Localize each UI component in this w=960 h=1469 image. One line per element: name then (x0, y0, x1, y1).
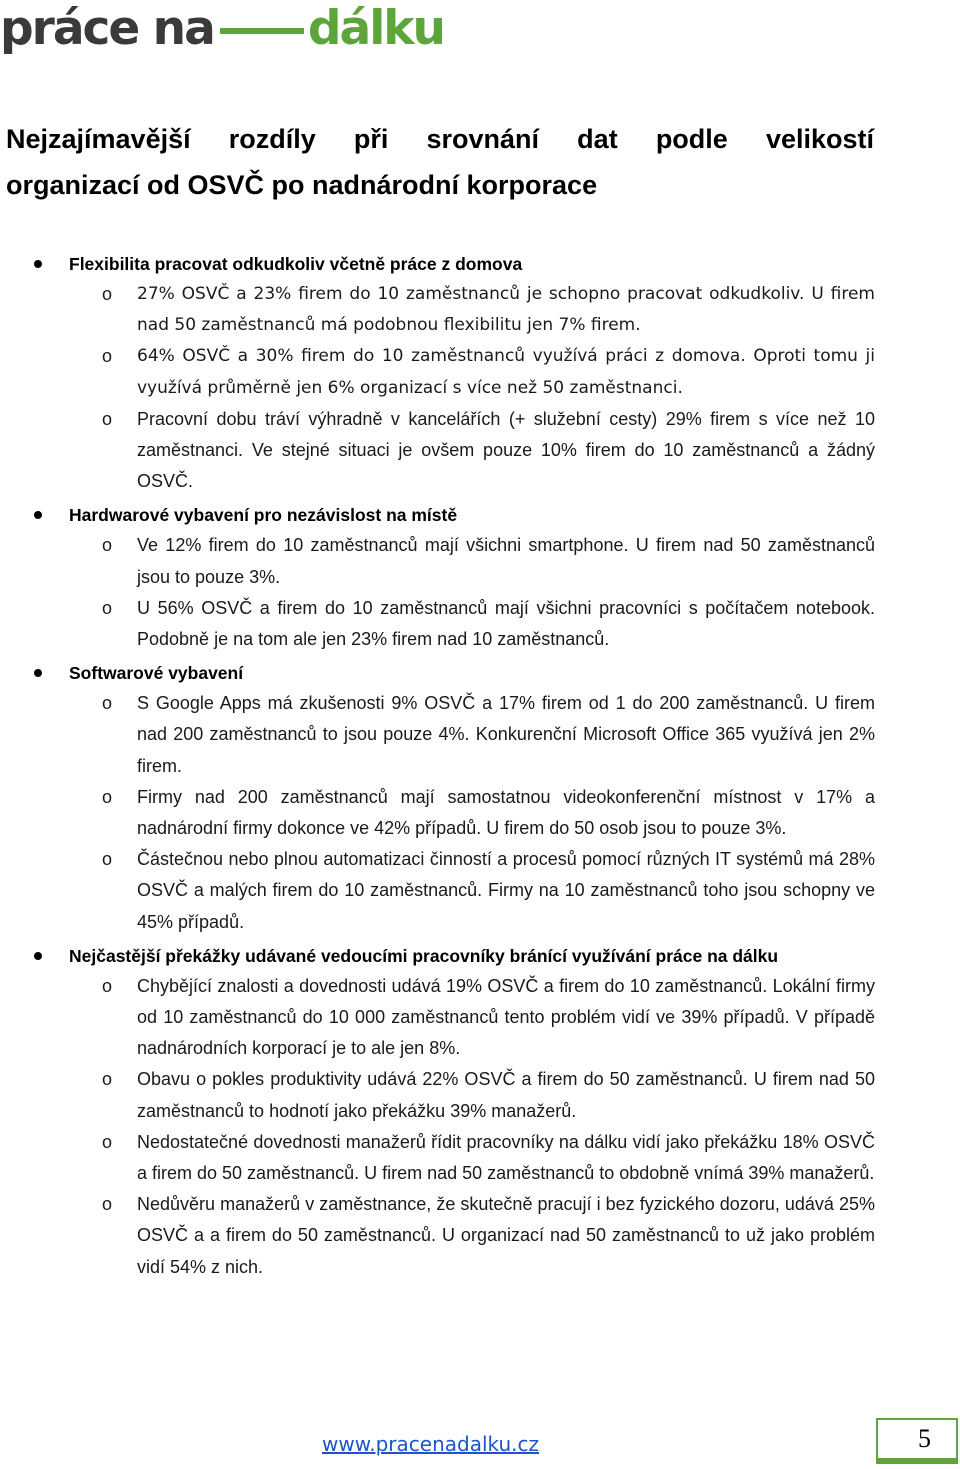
logo-line (220, 28, 304, 34)
logo (0, 0, 444, 56)
list-item-text: Nedostatečné dovednosti manažerů řídit pracovníky na dálku vidí jako překážku 18% OSVČ a firem do 50 zaměstnanců. U firem nad 50 zaměstnanců to obdobně vnímá 39% manažerů. (137, 1131, 875, 1184)
list-marker: o (102, 408, 113, 429)
section-heading (0, 941, 960, 971)
list-item-text: Pracovní dobu tráví výhradně v kancelářích (+ služební cesty) 29% firem s více než 10 zaměstnanci. Ve stejné situaci je ovšem pouze 10% firem do 10 zaměstnanců a žádný OSVČ. (137, 408, 875, 492)
list-item (0, 1064, 875, 1126)
list-item (0, 688, 875, 782)
bullet-dot (34, 511, 42, 519)
bullet-dot (34, 260, 42, 268)
list-item (0, 530, 875, 592)
list-marker: o (102, 346, 113, 367)
list-item (0, 1189, 875, 1283)
list-item (0, 844, 875, 938)
list-marker: o (102, 786, 113, 807)
page-number-box-underline (876, 1458, 958, 1464)
list-marker: o (102, 1131, 113, 1152)
list-item-text: Nedůvěru manažerů v zaměstnance, že skutečně pracují i bez fyzického dozoru, udává 25% OSVČ a a firem do 50 zaměstnanců. U organizací nad 50 zaměstnanců to už jako problém vidí 54% z nich. (137, 1194, 875, 1277)
list-item (0, 782, 875, 844)
list-marker: o (102, 1194, 113, 1215)
list-marker: o (102, 597, 113, 618)
list-item (0, 1127, 875, 1189)
list-item-text: Firmy nad 200 zaměstnanců mají samostatnou videokonferenční místnost v 17% a nadnárodní firmy dokonce ve 42% případů. U firem do 50 osob jsou to pouze 3%. (137, 786, 875, 839)
list-item-text: Částečnou nebo plnou automatizaci činností a procesů pomocí různých IT systémů má 28% OSVČ a malých firem do 10 zaměstnanců. Firmy na 10 zaměstnanců toho jsou schopny ve 45% případů. (137, 849, 875, 932)
section-heading-text: Flexibilita pracovat odkudkoliv včetně práce z domova (69, 254, 523, 274)
list-item (0, 593, 875, 655)
list-item-text: Obavu o pokles produktivity udává 22% OSVČ a firem do 50 zaměstnanců. U firem nad 50 zaměstnanců to hodnotí jako překážku 39% manažerů. (137, 1069, 875, 1121)
logo-text-dalku: dálku (307, 0, 445, 56)
list-item (0, 341, 875, 403)
page-title (6, 116, 874, 208)
list-marker: o (102, 849, 113, 870)
list-item (0, 279, 875, 341)
footer-website-link[interactable]: www.pracenadalku.cz (322, 1432, 540, 1456)
list-item-text: 64% OSVČ a 30% firem do 10 zaměstnanců využívá práci z domova. Oproti tomu ji využívá průměrně jen 6% organizací s více než 50 zaměstnanci. (137, 346, 875, 398)
document-body (0, 249, 960, 1283)
list-marker: o (102, 1069, 113, 1090)
page-number: 5 (918, 1424, 931, 1453)
section-heading-text: Nejčastější překážky udávané vedoucími pracovníky bránící využívání práce na dálku (69, 945, 779, 966)
list-marker: o (102, 284, 113, 304)
section-obstacles (0, 941, 960, 1283)
section-heading-text: Softwarové vybavení (69, 663, 244, 684)
section-heading (0, 658, 960, 688)
list-item-text: 27% OSVČ a 23% firem do 10 zaměstnanců je schopno pracovat odkudkoliv. U firem nad 50 zaměstnanců má podobnou flexibilitu jen 7% firem. (137, 284, 875, 336)
list-item-text: Chybějící znalosti a dovednosti udává 19% OSVČ a firem do 10 zaměstnanců. Lokální firmy od 10 zaměstnanců do 10 000 zaměstnanců tento problém vidí ve 39% případů. V případě nadnárodních korporací je to ale jen 8%. (137, 975, 875, 1059)
list-item-text: S Google Apps má zkušenosti 9% OSVČ a 17% firem od 1 do 200 zaměstnanců. U firem nad 200 zaměstnanců to jsou pouze 4%. Konkurenční Microsoft Office 365 využívá jen 2% firem. (137, 693, 875, 776)
page-title-line-1: Nejzajímavější rozdíly při srovnání dat podle velikostí (6, 124, 874, 154)
section-heading-text: Hardwarové vybavení pro nezávislost na místě (69, 505, 458, 526)
bullet-dot (34, 669, 42, 677)
section-flexibility (0, 249, 960, 497)
section-software (0, 658, 960, 938)
section-heading (0, 249, 960, 279)
list-marker: o (102, 975, 113, 996)
list-item (0, 404, 875, 498)
list-marker: o (102, 535, 113, 556)
list-item-text: Ve 12% firem do 10 zaměstnanců mají všichni smartphone. U firem nad 50 zaměstnanců jsou to pouze 3%. (137, 535, 875, 587)
list-item (0, 971, 875, 1065)
list-item-text: U 56% OSVČ a firem do 10 zaměstnanců mají všichni pracovníci s počítačem notebook. Podobně je na tom ale jen 23% firem nad 10 zaměstnanců. (137, 597, 875, 650)
bullet-dot (34, 952, 42, 960)
section-hardware (0, 500, 960, 655)
list-marker: o (102, 693, 113, 714)
page-title-line-2: organizací od OSVČ po nadnárodní korporace (6, 170, 598, 200)
logo-text-prace-na: práce na (0, 0, 214, 56)
section-heading (0, 500, 960, 530)
